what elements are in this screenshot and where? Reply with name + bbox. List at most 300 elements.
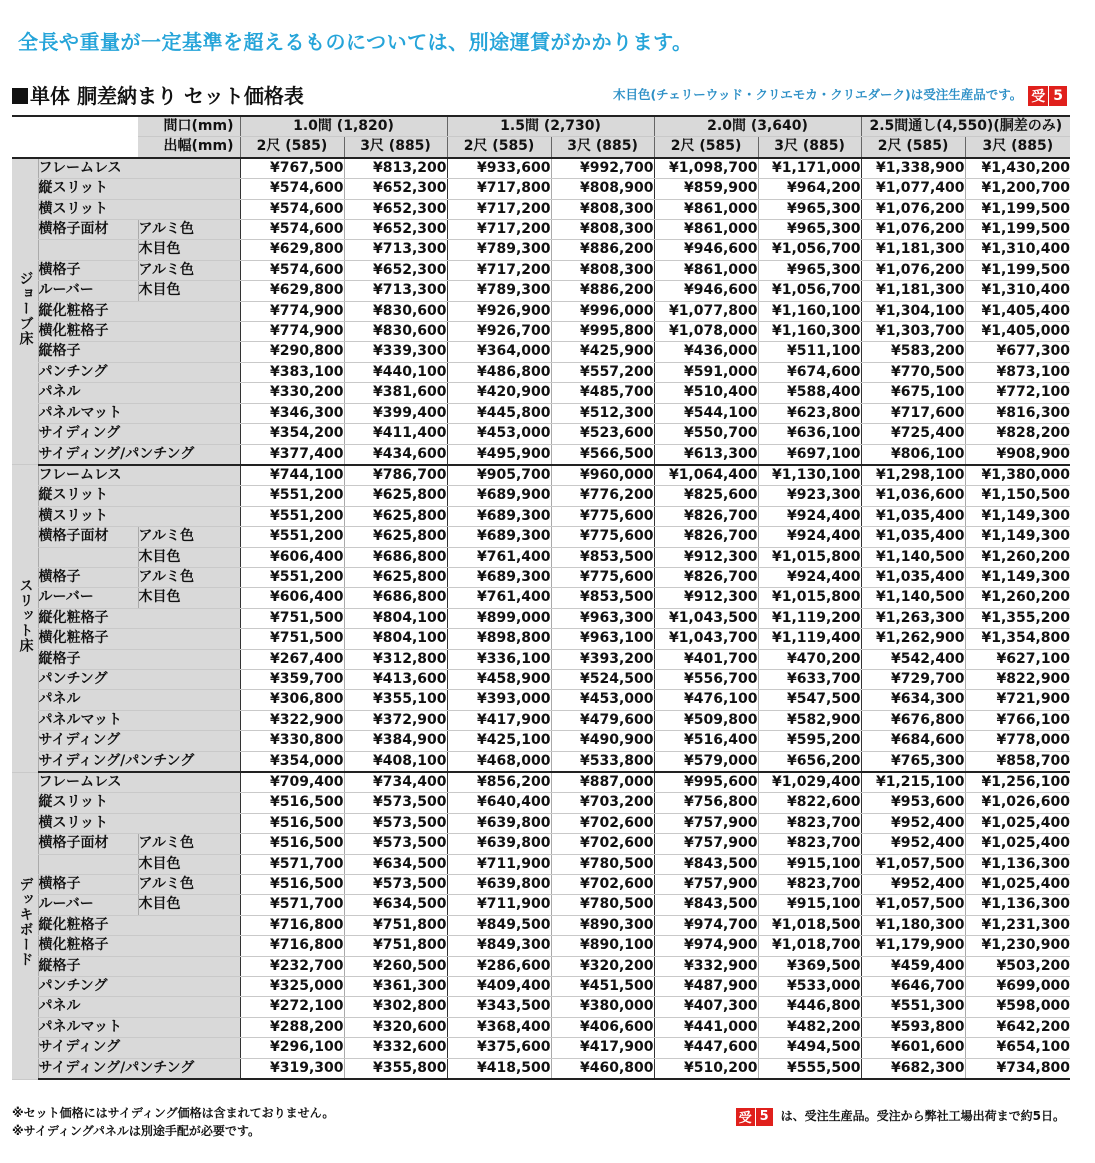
price-cell: ¥716,800 — [240, 915, 344, 935]
price-cell: ¥320,200 — [551, 956, 654, 976]
price-cell: ¥1,025,400 — [965, 834, 1070, 854]
price-cell: ¥716,800 — [240, 936, 344, 956]
price-cell: ¥926,900 — [447, 301, 551, 321]
price-cell: ¥711,900 — [447, 854, 551, 874]
header-group: 2.0間 (3,640) — [654, 116, 861, 137]
price-cell: ¥330,200 — [240, 383, 344, 403]
price-cell: ¥232,700 — [240, 956, 344, 976]
price-cell: ¥1,136,300 — [965, 854, 1070, 874]
row-label: パンチング — [38, 669, 240, 689]
price-table-body — [12, 158, 1070, 1079]
price-cell: ¥684,600 — [861, 731, 965, 751]
price-cell: ¥725,400 — [861, 424, 965, 444]
price-cell: ¥1,015,800 — [758, 547, 861, 567]
price-cell: ¥476,100 — [654, 690, 758, 710]
price-cell: ¥924,400 — [758, 567, 861, 587]
price-cell: ¥634,500 — [344, 895, 447, 915]
price-cell: ¥1,076,200 — [861, 220, 965, 240]
price-cell: ¥510,200 — [654, 1058, 758, 1079]
price-cell: ¥1,057,500 — [861, 854, 965, 874]
price-cell: ¥756,800 — [654, 793, 758, 813]
price-cell: ¥441,000 — [654, 1017, 758, 1037]
price-cell: ¥434,600 — [344, 444, 447, 465]
price-cell: ¥319,300 — [240, 1058, 344, 1079]
price-cell: ¥1,304,100 — [861, 301, 965, 321]
price-cell: ¥861,000 — [654, 220, 758, 240]
price-cell: ¥336,100 — [447, 649, 551, 669]
price-cell: ¥861,000 — [654, 199, 758, 219]
price-cell: ¥346,300 — [240, 403, 344, 423]
price-cell: ¥674,600 — [758, 362, 861, 382]
legend-text: は、受注生産品。受注から弊社工場出荷まで約5日。 — [780, 1109, 1065, 1123]
table-row — [12, 731, 1070, 751]
price-cell: ¥1,076,200 — [861, 260, 965, 280]
price-cell: ¥588,400 — [758, 383, 861, 403]
price-cell: ¥579,000 — [654, 751, 758, 772]
price-cell: ¥960,000 — [551, 465, 654, 486]
made-to-order-badge — [736, 1108, 773, 1126]
title-text: 単体 胴差納まり セット価格表 — [30, 84, 304, 108]
row-label: フレームレス — [38, 158, 240, 179]
price-cell: ¥654,100 — [965, 1038, 1070, 1058]
row-sublabel: 木目色 — [138, 240, 240, 260]
price-cell: ¥1,199,500 — [965, 260, 1070, 280]
price-cell: ¥890,300 — [551, 915, 654, 935]
row-sublabel: 木目色 — [138, 895, 240, 915]
price-cell: ¥697,100 — [758, 444, 861, 465]
table-row — [12, 895, 1070, 915]
price-cell: ¥1,026,600 — [965, 793, 1070, 813]
price-cell: ¥915,100 — [758, 854, 861, 874]
price-cell: ¥963,100 — [551, 629, 654, 649]
price-cell: ¥436,000 — [654, 342, 758, 362]
price-cell: ¥1,149,300 — [965, 567, 1070, 587]
price-cell: ¥1,043,700 — [654, 629, 758, 649]
price-cell: ¥330,800 — [240, 731, 344, 751]
price-cell: ¥859,900 — [654, 179, 758, 199]
price-cell: ¥734,800 — [965, 1058, 1070, 1079]
row-sublabel: アルミ色 — [138, 527, 240, 547]
price-cell: ¥639,800 — [447, 834, 551, 854]
price-cell: ¥849,500 — [447, 915, 551, 935]
price-cell: ¥686,800 — [344, 547, 447, 567]
header-sub: 2尺 (585) — [654, 137, 758, 158]
row-label: パンチング — [38, 977, 240, 997]
price-cell: ¥933,600 — [447, 158, 551, 179]
price-cell: ¥1,078,000 — [654, 322, 758, 342]
price-cell: ¥487,900 — [654, 977, 758, 997]
badge-days: 5 — [1049, 86, 1067, 106]
price-cell: ¥778,000 — [965, 731, 1070, 751]
row-label: ルーバー — [38, 588, 138, 608]
price-cell: ¥1,057,500 — [861, 895, 965, 915]
price-cell: ¥1,298,100 — [861, 465, 965, 486]
price-cell: ¥1,160,300 — [758, 322, 861, 342]
price-cell: ¥717,600 — [861, 403, 965, 423]
table-row — [12, 629, 1070, 649]
price-cell: ¥1,230,900 — [965, 936, 1070, 956]
shipping-notice: 全長や重量が一定基準を超えるものについては、別途運賃がかかります。 — [18, 30, 693, 54]
price-cell: ¥286,600 — [447, 956, 551, 976]
price-cell: ¥636,100 — [758, 424, 861, 444]
price-cell: ¥899,000 — [447, 608, 551, 628]
price-cell: ¥974,700 — [654, 915, 758, 935]
row-label: 横化粧格子 — [38, 629, 240, 649]
price-cell: ¥446,800 — [758, 997, 861, 1017]
price-cell: ¥873,100 — [965, 362, 1070, 382]
price-cell: ¥774,900 — [240, 301, 344, 321]
price-cell: ¥306,800 — [240, 690, 344, 710]
badge-days: 5 — [756, 1108, 773, 1126]
price-cell: ¥625,800 — [344, 506, 447, 526]
header-sub: 2尺 (585) — [447, 137, 551, 158]
price-cell: ¥813,200 — [344, 158, 447, 179]
price-cell: ¥1,136,300 — [965, 895, 1070, 915]
row-label: パネルマット — [38, 1017, 240, 1037]
row-label: 縦格子 — [38, 649, 240, 669]
row-label: 縦格子 — [38, 956, 240, 976]
price-cell: ¥676,800 — [861, 710, 965, 730]
price-cell: ¥458,900 — [447, 669, 551, 689]
price-cell: ¥359,700 — [240, 669, 344, 689]
price-cell: ¥1,215,100 — [861, 772, 965, 793]
price-cell: ¥629,800 — [240, 240, 344, 260]
price-cell: ¥761,400 — [447, 588, 551, 608]
price-cell: ¥1,150,500 — [965, 486, 1070, 506]
order-note-text: 木目色(チェリーウッド・クリエモカ・クリエダーク)は受注生産品です。 — [612, 87, 1023, 102]
header-width-label: 間口(mm) — [138, 116, 240, 137]
price-cell: ¥804,100 — [344, 608, 447, 628]
price-cell: ¥542,400 — [861, 649, 965, 669]
price-cell: ¥606,400 — [240, 588, 344, 608]
table-row — [12, 301, 1070, 321]
price-cell: ¥639,800 — [447, 813, 551, 833]
header-sub: 3尺 (885) — [551, 137, 654, 158]
price-cell: ¥642,200 — [965, 1017, 1070, 1037]
row-sublabel: アルミ色 — [138, 260, 240, 280]
price-cell: ¥1,179,900 — [861, 936, 965, 956]
price-cell: ¥459,400 — [861, 956, 965, 976]
row-label: ルーバー — [38, 895, 138, 915]
row-label: ルーバー — [38, 281, 138, 301]
price-cell: ¥355,800 — [344, 1058, 447, 1079]
table-row — [12, 547, 1070, 567]
price-cell: ¥843,500 — [654, 854, 758, 874]
price-cell: ¥772,100 — [965, 383, 1070, 403]
table-row — [12, 588, 1070, 608]
price-cell: ¥312,800 — [344, 649, 447, 669]
price-cell: ¥451,500 — [551, 977, 654, 997]
price-cell: ¥652,300 — [344, 220, 447, 240]
row-label: サイディング/パンチング — [38, 1058, 240, 1079]
price-cell: ¥364,000 — [447, 342, 551, 362]
price-cell: ¥775,600 — [551, 567, 654, 587]
header-group: 2.5間通し(4,550)(胴差のみ) — [861, 116, 1070, 137]
price-cell: ¥408,100 — [344, 751, 447, 772]
header-sub: 3尺 (885) — [344, 137, 447, 158]
price-cell: ¥272,100 — [240, 997, 344, 1017]
price-cell: ¥468,000 — [447, 751, 551, 772]
header-group: 1.5間 (2,730) — [447, 116, 654, 137]
price-cell: ¥849,300 — [447, 936, 551, 956]
price-cell: ¥808,900 — [551, 179, 654, 199]
price-cell: ¥490,900 — [551, 731, 654, 751]
table-row — [12, 403, 1070, 423]
price-cell: ¥770,500 — [861, 362, 965, 382]
table-row — [12, 915, 1070, 935]
price-cell: ¥267,400 — [240, 649, 344, 669]
price-cell: ¥302,800 — [344, 997, 447, 1017]
price-cell: ¥952,400 — [861, 813, 965, 833]
table-row — [12, 260, 1070, 280]
price-cell: ¥409,400 — [447, 977, 551, 997]
legend — [736, 1107, 1065, 1126]
price-cell: ¥703,200 — [551, 793, 654, 813]
price-cell: ¥826,700 — [654, 506, 758, 526]
price-cell: ¥574,600 — [240, 220, 344, 240]
price-cell: ¥482,200 — [758, 1017, 861, 1037]
price-cell: ¥963,300 — [551, 608, 654, 628]
price-cell: ¥996,000 — [551, 301, 654, 321]
badge-char: 受 — [736, 1108, 755, 1126]
price-cell: ¥652,300 — [344, 260, 447, 280]
price-cell: ¥551,200 — [240, 567, 344, 587]
price-cell: ¥890,100 — [551, 936, 654, 956]
table-row — [12, 690, 1070, 710]
price-cell: ¥1,181,300 — [861, 281, 965, 301]
price-cell: ¥1,338,900 — [861, 158, 965, 179]
price-cell: ¥407,300 — [654, 997, 758, 1017]
price-cell: ¥1,181,300 — [861, 240, 965, 260]
table-row — [12, 854, 1070, 874]
row-label: サイディング — [38, 731, 240, 751]
price-cell: ¥853,500 — [551, 547, 654, 567]
price-cell: ¥711,900 — [447, 895, 551, 915]
price-cell: ¥1,140,500 — [861, 547, 965, 567]
price-cell: ¥804,100 — [344, 629, 447, 649]
row-label — [38, 854, 138, 874]
price-cell: ¥713,300 — [344, 240, 447, 260]
price-cell: ¥761,400 — [447, 547, 551, 567]
price-cell: ¥1,036,600 — [861, 486, 965, 506]
row-sublabel: アルミ色 — [138, 567, 240, 587]
price-cell: ¥992,700 — [551, 158, 654, 179]
price-cell: ¥573,500 — [344, 875, 447, 895]
price-cell: ¥1,035,400 — [861, 506, 965, 526]
price-cell: ¥1,310,400 — [965, 281, 1070, 301]
price-cell: ¥1,119,400 — [758, 629, 861, 649]
header-sub: 2尺 (585) — [240, 137, 344, 158]
price-cell: ¥551,200 — [240, 506, 344, 526]
price-cell: ¥952,400 — [861, 875, 965, 895]
price-cell: ¥646,700 — [861, 977, 965, 997]
table-row — [12, 486, 1070, 506]
price-cell: ¥856,200 — [447, 772, 551, 793]
row-sublabel: 木目色 — [138, 281, 240, 301]
price-cell: ¥1,303,700 — [861, 322, 965, 342]
price-cell: ¥1,430,200 — [965, 158, 1070, 179]
price-cell: ¥1,077,400 — [861, 179, 965, 199]
price-cell: ¥789,300 — [447, 240, 551, 260]
price-cell: ¥1,149,300 — [965, 527, 1070, 547]
price-cell: ¥689,900 — [447, 486, 551, 506]
price-cell: ¥639,800 — [447, 875, 551, 895]
price-cell: ¥361,300 — [344, 977, 447, 997]
price-cell: ¥629,800 — [240, 281, 344, 301]
table-row — [12, 383, 1070, 403]
table-row — [12, 567, 1070, 587]
price-cell: ¥551,200 — [240, 486, 344, 506]
price-cell: ¥1,119,200 — [758, 608, 861, 628]
price-cell: ¥946,600 — [654, 240, 758, 260]
row-label: 横スリット — [38, 506, 240, 526]
price-cell: ¥1,260,200 — [965, 588, 1070, 608]
row-label: 横格子面材 — [38, 527, 138, 547]
price-cell: ¥516,500 — [240, 813, 344, 833]
table-row — [12, 281, 1070, 301]
header-sub: 2尺 (585) — [861, 137, 965, 158]
table-row — [12, 179, 1070, 199]
row-label: サイディング — [38, 1038, 240, 1058]
price-cell: ¥702,600 — [551, 813, 654, 833]
price-cell: ¥843,500 — [654, 895, 758, 915]
price-cell: ¥775,600 — [551, 527, 654, 547]
price-cell: ¥861,000 — [654, 260, 758, 280]
price-cell: ¥823,700 — [758, 813, 861, 833]
price-cell: ¥574,600 — [240, 179, 344, 199]
table-row — [12, 424, 1070, 444]
price-cell: ¥786,700 — [344, 465, 447, 486]
price-cell: ¥887,000 — [551, 772, 654, 793]
table-row — [12, 813, 1070, 833]
section-label-text: スリット床 — [17, 577, 34, 653]
price-cell: ¥757,900 — [654, 834, 758, 854]
price-cell: ¥494,500 — [758, 1038, 861, 1058]
price-cell: ¥946,600 — [654, 281, 758, 301]
price-cell: ¥460,800 — [551, 1058, 654, 1079]
row-label: 縦スリット — [38, 486, 240, 506]
table-row — [12, 240, 1070, 260]
section-label-text: ジョーブ床 — [17, 270, 34, 346]
price-cell: ¥702,600 — [551, 875, 654, 895]
price-cell: ¥634,300 — [861, 690, 965, 710]
price-cell: ¥1,149,300 — [965, 506, 1070, 526]
price-cell: ¥533,000 — [758, 977, 861, 997]
price-cell: ¥440,100 — [344, 362, 447, 382]
row-sublabel: アルミ色 — [138, 875, 240, 895]
price-cell: ¥898,800 — [447, 629, 551, 649]
price-cell: ¥1,262,900 — [861, 629, 965, 649]
section-label — [12, 772, 38, 1079]
price-cell: ¥495,900 — [447, 444, 551, 465]
price-cell: ¥995,800 — [551, 322, 654, 342]
price-cell: ¥339,300 — [344, 342, 447, 362]
price-cell: ¥757,900 — [654, 813, 758, 833]
price-cell: ¥290,800 — [240, 342, 344, 362]
price-cell: ¥923,300 — [758, 486, 861, 506]
price-cell: ¥830,600 — [344, 322, 447, 342]
square-bullet-icon — [12, 88, 28, 104]
price-cell: ¥417,900 — [447, 710, 551, 730]
price-cell: ¥780,500 — [551, 895, 654, 915]
price-cell: ¥1,200,700 — [965, 179, 1070, 199]
table-row — [12, 608, 1070, 628]
price-cell: ¥965,300 — [758, 199, 861, 219]
price-cell: ¥354,200 — [240, 424, 344, 444]
table-row — [12, 793, 1070, 813]
price-cell: ¥766,100 — [965, 710, 1070, 730]
price-cell: ¥1,140,500 — [861, 588, 965, 608]
price-cell: ¥823,700 — [758, 834, 861, 854]
price-cell: ¥689,300 — [447, 567, 551, 587]
row-label: パネル — [38, 690, 240, 710]
price-cell: ¥1,160,100 — [758, 301, 861, 321]
price-cell: ¥713,300 — [344, 281, 447, 301]
price-cell: ¥355,100 — [344, 690, 447, 710]
price-cell: ¥516,500 — [240, 793, 344, 813]
price-cell: ¥601,600 — [861, 1038, 965, 1058]
table-row — [12, 158, 1070, 179]
price-cell: ¥574,600 — [240, 260, 344, 280]
price-cell: ¥320,600 — [344, 1017, 447, 1037]
price-cell: ¥634,500 — [344, 854, 447, 874]
row-label: 横スリット — [38, 813, 240, 833]
price-cell: ¥372,900 — [344, 710, 447, 730]
row-label: 縦化粧格子 — [38, 608, 240, 628]
price-cell: ¥425,100 — [447, 731, 551, 751]
price-cell: ¥974,900 — [654, 936, 758, 956]
table-row — [12, 199, 1070, 219]
price-cell: ¥751,500 — [240, 629, 344, 649]
price-cell: ¥633,700 — [758, 669, 861, 689]
table-row — [12, 669, 1070, 689]
row-label: 横格子 — [38, 260, 138, 280]
table-row — [12, 977, 1070, 997]
row-sublabel: 木目色 — [138, 547, 240, 567]
price-cell: ¥682,300 — [861, 1058, 965, 1079]
price-cell: ¥511,100 — [758, 342, 861, 362]
row-label: 縦スリット — [38, 179, 240, 199]
price-cell: ¥1,043,500 — [654, 608, 758, 628]
price-cell: ¥551,200 — [240, 527, 344, 547]
section-label-text: デッキボード — [17, 877, 34, 968]
price-cell: ¥332,900 — [654, 956, 758, 976]
price-cell: ¥808,300 — [551, 220, 654, 240]
price-cell: ¥574,600 — [240, 199, 344, 219]
price-cell: ¥625,800 — [344, 567, 447, 587]
price-cell: ¥453,000 — [447, 424, 551, 444]
price-cell: ¥926,700 — [447, 322, 551, 342]
price-cell: ¥485,700 — [551, 383, 654, 403]
price-cell: ¥886,200 — [551, 240, 654, 260]
price-cell: ¥765,300 — [861, 751, 965, 772]
row-label: 横格子 — [38, 567, 138, 587]
price-cell: ¥699,000 — [965, 977, 1070, 997]
price-cell: ¥767,500 — [240, 158, 344, 179]
price-cell: ¥583,200 — [861, 342, 965, 362]
price-cell: ¥964,200 — [758, 179, 861, 199]
price-cell: ¥808,300 — [551, 199, 654, 219]
section-label — [12, 158, 38, 465]
price-cell: ¥343,500 — [447, 997, 551, 1017]
price-cell: ¥420,900 — [447, 383, 551, 403]
row-label: パネルマット — [38, 710, 240, 730]
header-depth-label: 出幅(mm) — [138, 137, 240, 158]
price-cell: ¥656,200 — [758, 751, 861, 772]
price-cell: ¥751,800 — [344, 936, 447, 956]
header-sub: 3尺 (885) — [758, 137, 861, 158]
price-cell: ¥509,800 — [654, 710, 758, 730]
